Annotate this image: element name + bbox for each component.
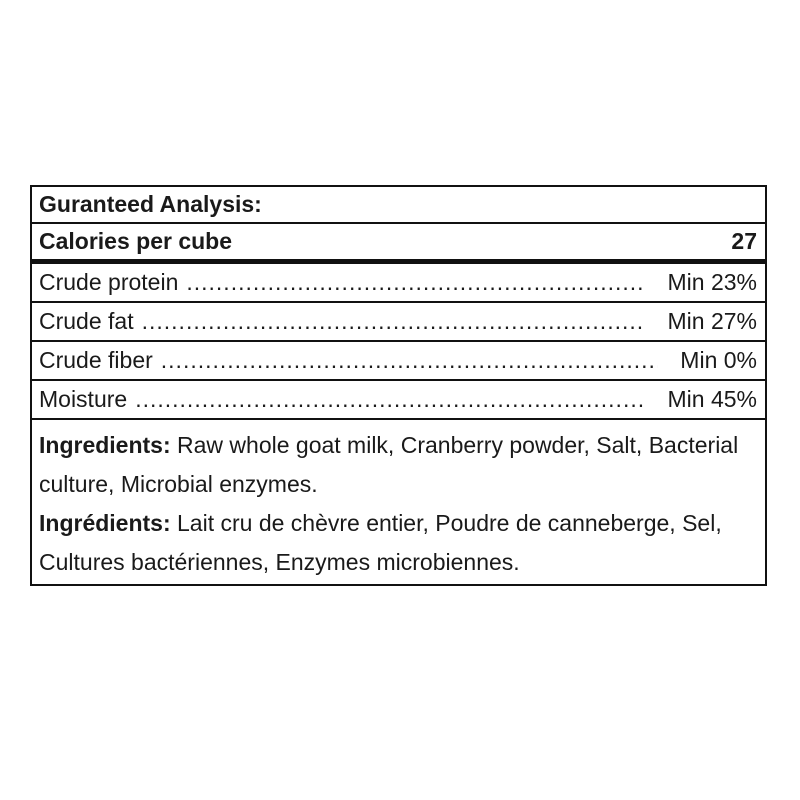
dot-leader (186, 271, 645, 294)
nutrient-row-crude-protein (32, 264, 765, 303)
nutrient-row-crude-fiber (32, 342, 765, 381)
dot-leader (135, 388, 645, 411)
nutrient-name: Crude protein (39, 269, 179, 295)
ingredients-heading-fr: Ingrédients: (39, 510, 171, 536)
nutrient-value: Min 0% (680, 347, 757, 373)
ingredients-french (39, 504, 757, 582)
dot-leader (142, 310, 646, 333)
ingredients-heading-en: Ingredients: (39, 432, 171, 458)
ingredients-english (39, 426, 757, 504)
analysis-header (32, 187, 765, 224)
nutrient-row-moisture (32, 381, 765, 420)
nutrition-label (30, 185, 767, 586)
nutrient-name: Crude fat (39, 308, 134, 334)
ingredients-text-fr: Lait cru de chèvre entier, Poudre de canneberge, Sel, Cultures bactériennes, Enzymes microbiennes. (39, 510, 722, 575)
ingredients-section (32, 420, 765, 584)
calories-label: Calories per cube (39, 228, 233, 254)
calories-value: 27 (731, 228, 757, 254)
dot-leader (161, 349, 659, 372)
nutrient-row-crude-fat (32, 303, 765, 342)
nutrient-name: Moisture (39, 386, 128, 412)
calories-row (32, 224, 765, 264)
nutrient-value: Min 27% (667, 308, 757, 334)
nutrient-value: Min 23% (667, 269, 757, 295)
ingredients-text-en: Raw whole goat milk, Cranberry powder, Salt, Bacterial culture, Microbial enzymes. (39, 432, 739, 497)
nutrient-value: Min 45% (667, 386, 757, 412)
analysis-title: Guranteed Analysis: (39, 191, 262, 217)
nutrient-name: Crude fiber (39, 347, 153, 373)
